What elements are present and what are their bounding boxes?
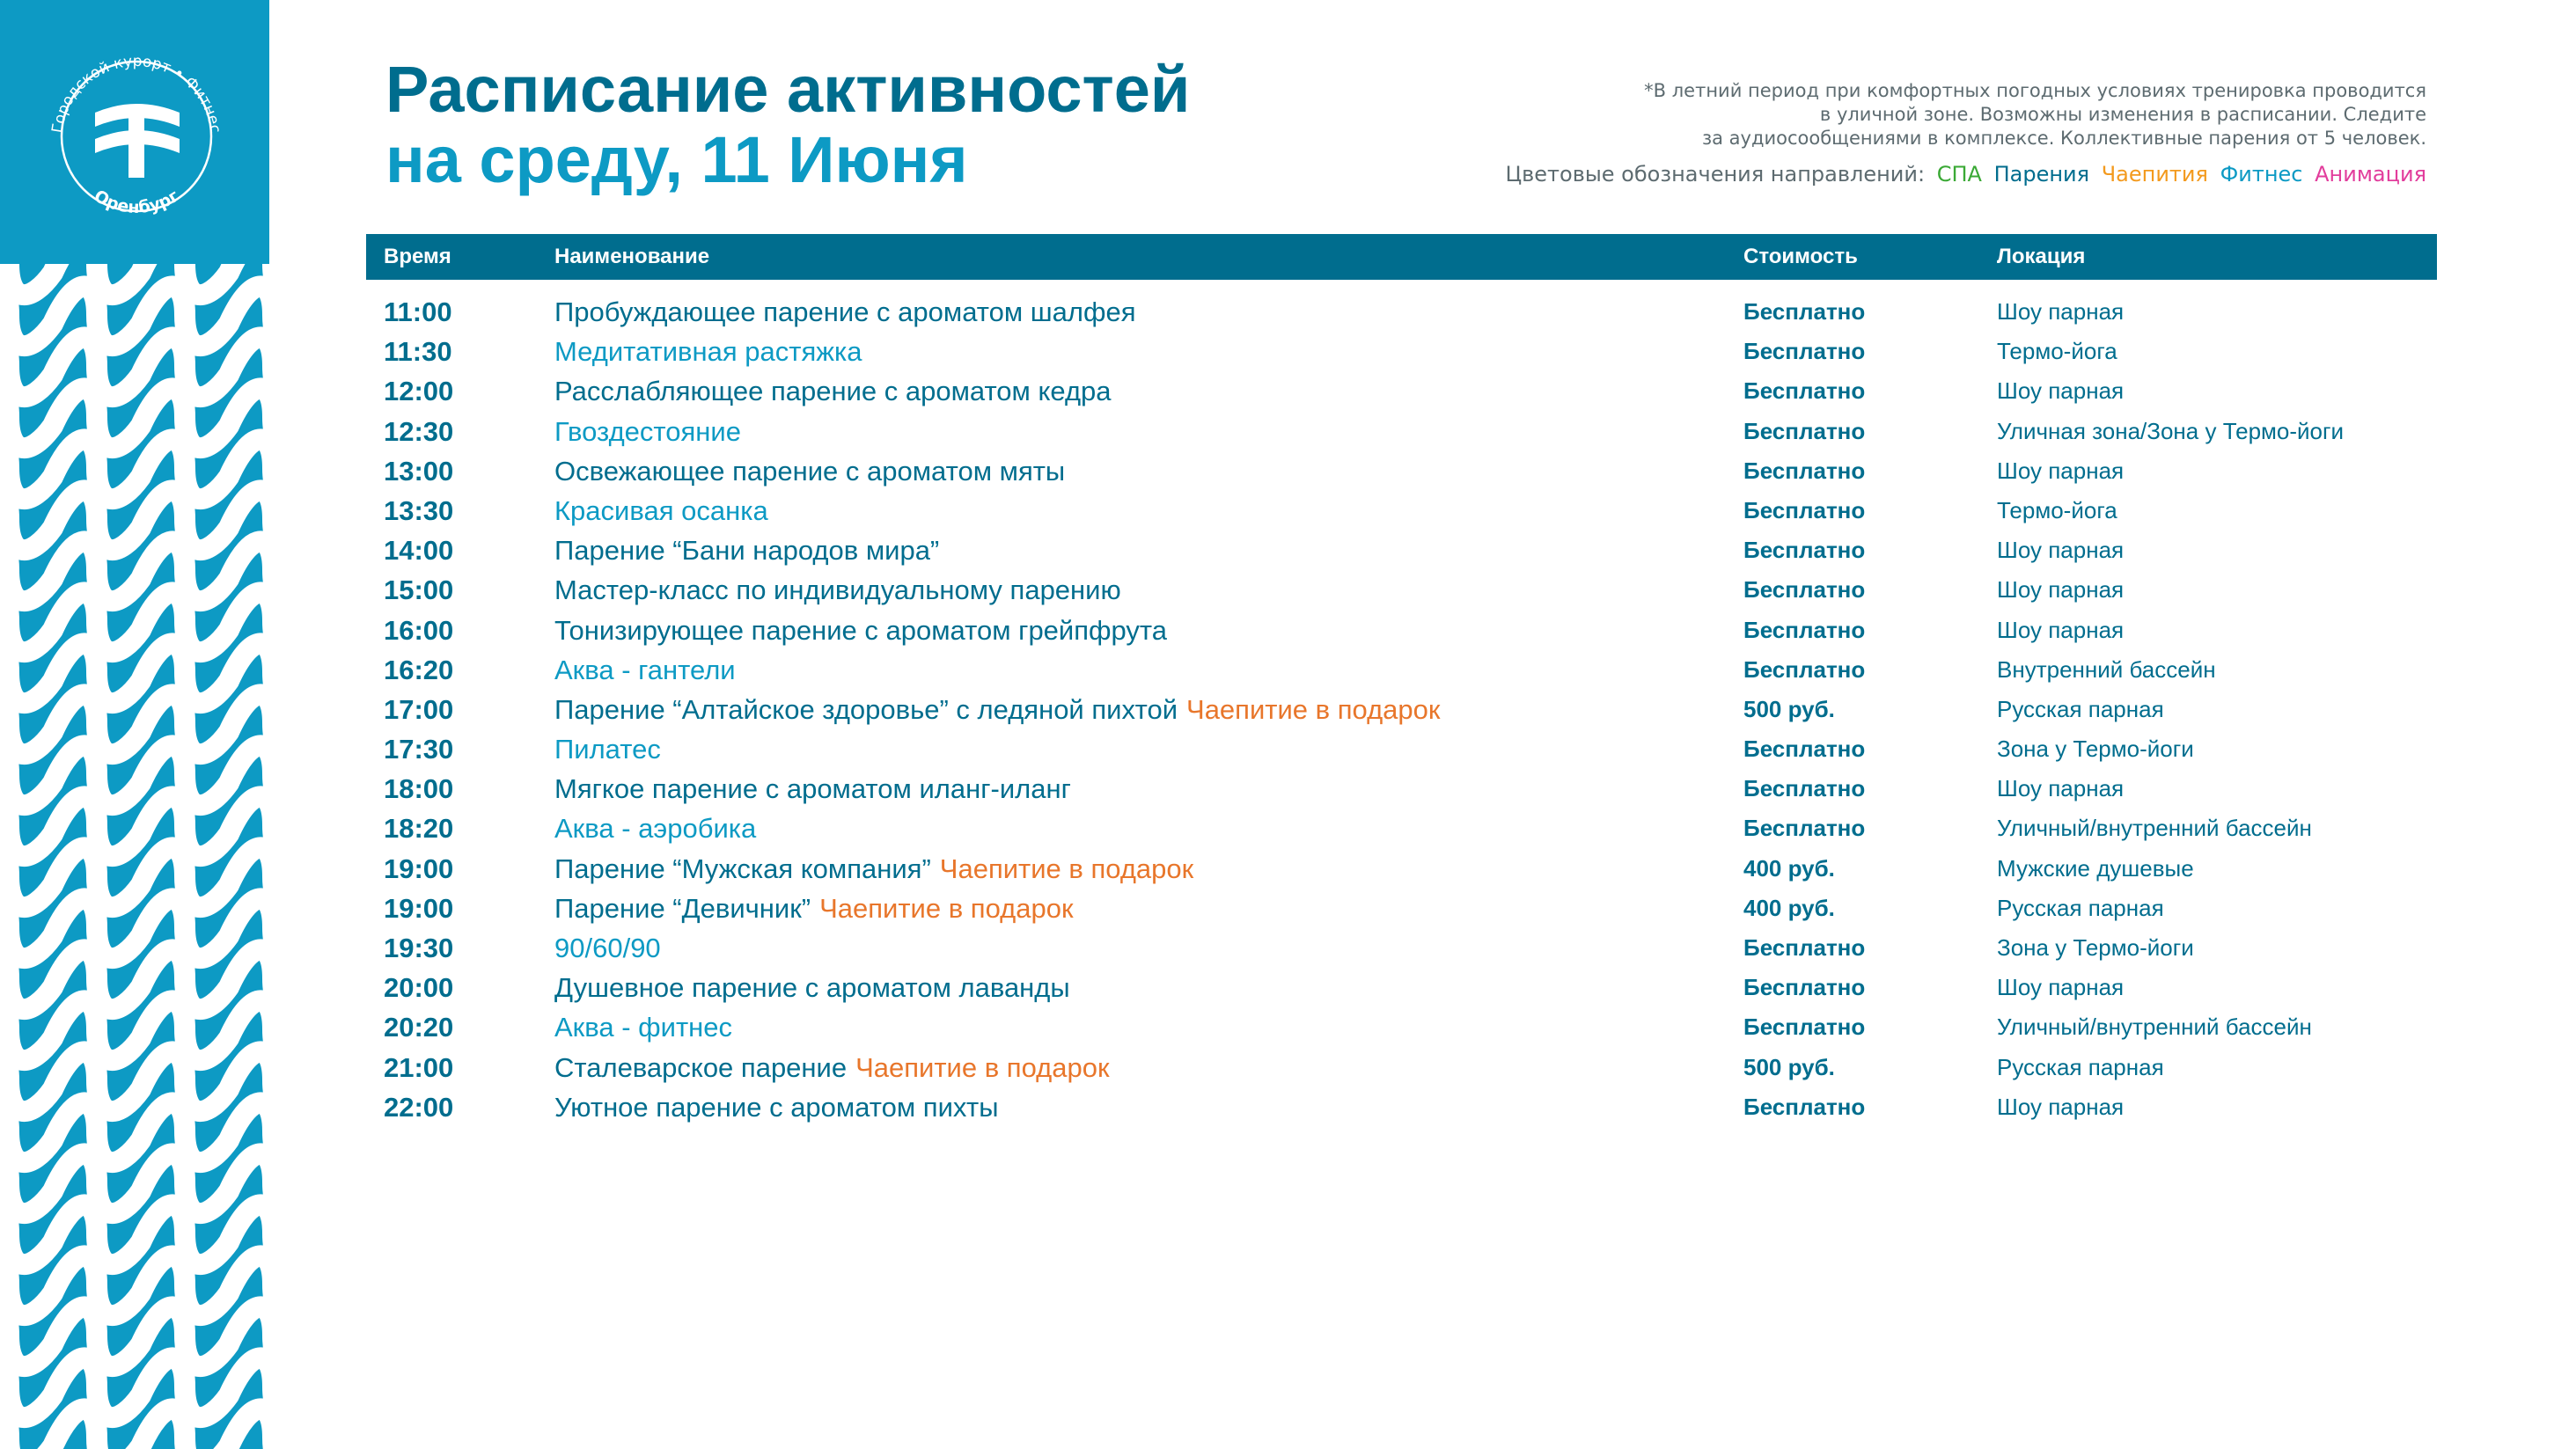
table-row bbox=[366, 809, 2437, 848]
header-name: Наименование bbox=[554, 245, 710, 268]
row-price: Бесплатно bbox=[1743, 417, 1866, 444]
table-row bbox=[366, 611, 2437, 650]
legend-item-spa: СПА bbox=[1936, 162, 1982, 187]
table-row bbox=[366, 690, 2437, 729]
row-activity-name bbox=[554, 531, 939, 570]
activity-title: Пробуждающее парение с ароматом шалфея bbox=[554, 296, 1136, 327]
row-activity-name bbox=[554, 451, 1065, 491]
gift-tag: Чаепитие в подарок bbox=[939, 853, 1194, 884]
row-price: Бесплатно bbox=[1743, 298, 1866, 325]
sidebar bbox=[0, 0, 269, 1449]
activity-title: Парение “Девичник” bbox=[554, 892, 811, 924]
row-time: 12:30 bbox=[384, 415, 454, 447]
row-activity-name bbox=[554, 928, 661, 968]
note-line: *В летний период при комфортных погодных условиях тренировка проводится bbox=[1644, 80, 2426, 101]
activity-title: Душевное парение с ароматом лаванды bbox=[554, 972, 1070, 1004]
title-line-1: Расписание активностей bbox=[385, 53, 1191, 126]
row-activity-name bbox=[554, 729, 661, 769]
table-row bbox=[366, 371, 2437, 411]
schedule-table bbox=[366, 292, 2437, 1127]
row-time: 19:30 bbox=[384, 933, 454, 963]
logo-emblem bbox=[0, 0, 269, 269]
row-location: Зона у Термо-йоги bbox=[1997, 934, 2194, 961]
table-row bbox=[366, 769, 2437, 809]
row-time: 15:00 bbox=[384, 574, 454, 606]
row-price: Бесплатно bbox=[1743, 815, 1866, 842]
color-legend bbox=[1505, 162, 2426, 187]
activity-title: Сталеварское парение bbox=[554, 1051, 848, 1083]
table-row bbox=[366, 1007, 2437, 1047]
svg-text:Оренбург bbox=[91, 187, 182, 217]
row-time: 13:30 bbox=[384, 494, 454, 526]
row-price: Бесплатно bbox=[1743, 616, 1866, 643]
brand-logo bbox=[0, 0, 269, 269]
row-time: 19:00 bbox=[384, 853, 454, 884]
row-location: Шоу парная bbox=[1997, 377, 2125, 405]
row-time: 17:30 bbox=[384, 734, 454, 765]
activity-title: Тонизирующее парение с ароматом грейпфрута bbox=[554, 614, 1168, 646]
row-activity-name bbox=[554, 650, 736, 690]
row-time: 11:00 bbox=[384, 296, 452, 327]
row-activity-name bbox=[554, 611, 1167, 650]
row-location: Мужские душевые bbox=[1997, 854, 2194, 882]
row-price: Бесплатно bbox=[1743, 377, 1866, 405]
row-activity-name bbox=[554, 769, 1071, 809]
row-time: 20:20 bbox=[384, 1012, 454, 1043]
table-row bbox=[366, 928, 2437, 968]
row-location: Уличная зона/Зона у Термо-йоги bbox=[1997, 417, 2345, 444]
activity-title: Аква - аэробика bbox=[554, 813, 757, 845]
row-time: 13:00 bbox=[384, 455, 454, 487]
note-line: за аудиосообщениями в комплексе. Коллективные парения от 5 человек. bbox=[1701, 128, 2426, 149]
legend-item-fitness: Фитнес bbox=[2220, 162, 2303, 187]
row-location: Шоу парная bbox=[1997, 457, 2125, 484]
row-location: Шоу парная bbox=[1997, 1093, 2125, 1120]
activity-title: Аква - фитнес bbox=[554, 1012, 733, 1043]
row-price: Бесплатно bbox=[1743, 775, 1866, 802]
table-row bbox=[366, 849, 2437, 889]
table-row bbox=[366, 292, 2437, 332]
table-row bbox=[366, 650, 2437, 690]
table-row bbox=[366, 570, 2437, 610]
row-price: Бесплатно bbox=[1743, 1093, 1866, 1120]
activity-title: Медитативная растяжка bbox=[554, 336, 862, 368]
table-row bbox=[366, 729, 2437, 769]
row-time: 20:00 bbox=[384, 972, 454, 1004]
row-activity-name bbox=[554, 292, 1136, 332]
row-price: Бесплатно bbox=[1743, 735, 1866, 763]
schedule-note bbox=[1546, 79, 2426, 150]
row-time: 18:20 bbox=[384, 813, 454, 845]
row-location: Зона у Термо-йоги bbox=[1997, 735, 2194, 763]
table-row bbox=[366, 1048, 2437, 1087]
legend-label: Цветовые обозначения направлений: bbox=[1505, 162, 1926, 187]
activity-title: Парение “Алтайское здоровье” с ледяной пихтой bbox=[554, 693, 1178, 725]
row-location: Шоу парная bbox=[1997, 537, 2125, 564]
row-activity-name bbox=[554, 1007, 732, 1047]
row-location: Шоу парная bbox=[1997, 298, 2125, 325]
row-time: 19:00 bbox=[384, 892, 454, 924]
row-location: Русская парная bbox=[1997, 894, 2164, 921]
row-time: 16:20 bbox=[384, 654, 454, 685]
row-location: Шоу парная bbox=[1997, 576, 2125, 604]
activity-title: Расслабляющее парение с ароматом кедра bbox=[554, 376, 1112, 407]
row-price: 500 руб. bbox=[1743, 1053, 1835, 1080]
table-row bbox=[366, 1087, 2437, 1127]
row-time: 18:00 bbox=[384, 773, 454, 805]
header-location: Локация bbox=[1997, 245, 2086, 268]
row-price: Бесплатно bbox=[1743, 338, 1866, 365]
row-activity-name bbox=[554, 1048, 1110, 1087]
row-location: Русская парная bbox=[1997, 1053, 2164, 1080]
activity-title: Пилатес bbox=[554, 734, 661, 765]
row-time: 21:00 bbox=[384, 1051, 454, 1083]
row-activity-name bbox=[554, 570, 1121, 610]
row-activity-name bbox=[554, 968, 1070, 1007]
note-line: в уличной зоне. Возможны изменения в расписании. Следите bbox=[1819, 104, 2426, 125]
row-location: Термо-йога bbox=[1997, 338, 2117, 365]
row-price: Бесплатно bbox=[1743, 576, 1866, 604]
activity-title: Парение “Бани народов мира” bbox=[554, 535, 940, 567]
activity-title: Мастер-класс по индивидуальному парению bbox=[554, 574, 1121, 606]
table-row bbox=[366, 968, 2437, 1007]
table-row bbox=[366, 491, 2437, 531]
row-activity-name bbox=[554, 1087, 999, 1127]
row-location: Шоу парная bbox=[1997, 775, 2125, 802]
header-time: Время bbox=[384, 245, 451, 268]
row-activity-name bbox=[554, 332, 862, 371]
row-price: 400 руб. bbox=[1743, 854, 1835, 882]
row-activity-name bbox=[554, 809, 756, 848]
table-row bbox=[366, 451, 2437, 491]
row-activity-name bbox=[554, 690, 1440, 729]
wave-pattern bbox=[0, 264, 269, 1449]
activity-title: Аква - гантели bbox=[554, 654, 736, 685]
row-location: Внутренний бассейн bbox=[1997, 655, 2216, 683]
header-price: Стоимость bbox=[1743, 245, 1858, 268]
logo-ring-bottom-text: Оренбург bbox=[91, 186, 183, 217]
activity-title: 90/60/90 bbox=[554, 933, 661, 963]
row-activity-name bbox=[554, 849, 1193, 889]
table-row bbox=[366, 531, 2437, 570]
activity-title: Уютное парение с ароматом пихты bbox=[554, 1091, 999, 1123]
page-title bbox=[385, 55, 1190, 195]
activity-title: Парение “Мужская компания” bbox=[554, 853, 931, 884]
row-location: Уличный/внутренний бассейн bbox=[1997, 815, 2312, 842]
gift-tag: Чаепитие в подарок bbox=[819, 892, 1074, 924]
row-price: Бесплатно bbox=[1743, 1014, 1866, 1041]
row-activity-name bbox=[554, 371, 1112, 411]
table-row bbox=[366, 889, 2437, 928]
row-activity-name bbox=[554, 491, 768, 531]
row-time: 22:00 bbox=[384, 1091, 454, 1123]
activity-title: Красивая осанка bbox=[554, 494, 768, 526]
row-time: 11:30 bbox=[384, 336, 452, 368]
row-location: Шоу парная bbox=[1997, 616, 2125, 643]
row-price: 400 руб. bbox=[1743, 894, 1835, 921]
row-price: 500 руб. bbox=[1743, 695, 1835, 722]
row-location: Уличный/внутренний бассейн bbox=[1997, 1014, 2312, 1041]
row-location: Термо-йога bbox=[1997, 496, 2117, 523]
row-price: Бесплатно bbox=[1743, 974, 1866, 1001]
row-time: 16:00 bbox=[384, 614, 454, 646]
row-time: 12:00 bbox=[384, 376, 454, 407]
gift-tag: Чаепитие в подарок bbox=[1186, 693, 1441, 725]
activity-title: Гвоздестояние bbox=[554, 415, 741, 447]
legend-item-steam: Парения bbox=[1993, 162, 2090, 187]
table-header bbox=[366, 234, 2437, 280]
row-price: Бесплатно bbox=[1743, 655, 1866, 683]
row-price: Бесплатно bbox=[1743, 537, 1866, 564]
row-time: 14:00 bbox=[384, 535, 454, 567]
row-location: Шоу парная bbox=[1997, 974, 2125, 1001]
logo-ring-top-text: Городской курорт • Фитнес bbox=[48, 52, 224, 135]
row-price: Бесплатно bbox=[1743, 934, 1866, 961]
table-row bbox=[366, 332, 2437, 371]
row-time: 17:00 bbox=[384, 693, 454, 725]
activity-title: Мягкое парение с ароматом иланг-иланг bbox=[554, 773, 1071, 805]
row-activity-name bbox=[554, 412, 741, 451]
row-location: Русская парная bbox=[1997, 695, 2164, 722]
title-line-2: на среду, 11 Июня bbox=[385, 123, 968, 196]
gift-tag: Чаепитие в подарок bbox=[855, 1051, 1110, 1083]
row-price: Бесплатно bbox=[1743, 457, 1866, 484]
row-activity-name bbox=[554, 889, 1074, 928]
activity-title: Освежающее парение с ароматом мяты bbox=[554, 455, 1066, 487]
legend-item-animation: Анимация bbox=[2315, 162, 2426, 187]
table-row bbox=[366, 412, 2437, 451]
legend-item-tea: Чаепития bbox=[2101, 162, 2208, 187]
row-price: Бесплатно bbox=[1743, 496, 1866, 523]
